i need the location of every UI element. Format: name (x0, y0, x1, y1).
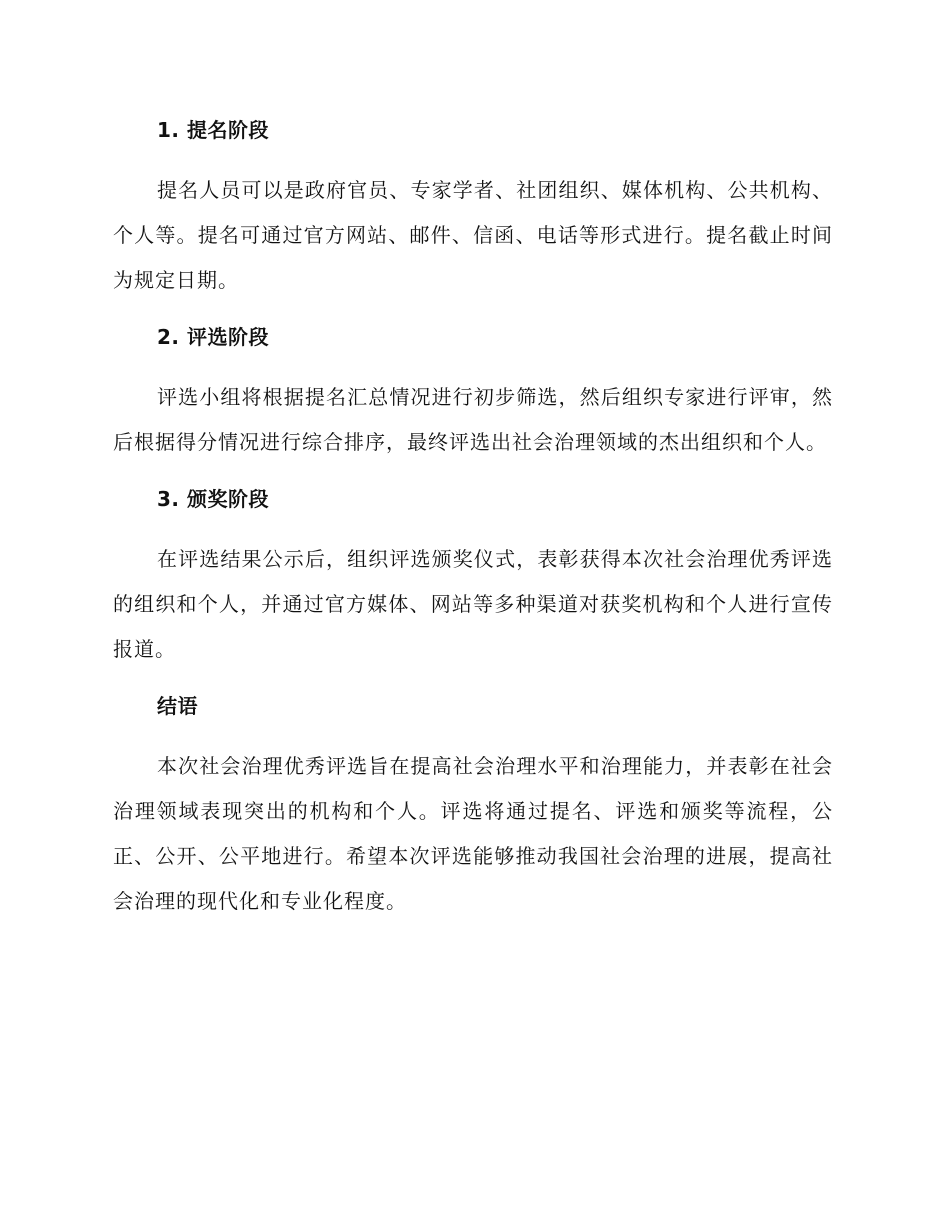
section-heading-selection: 2. 评选阶段 (157, 325, 269, 349)
section-body-selection: 评选小组将根据提名汇总情况进行初步筛选，然后组织专家进行评审，然后根据得分情况进行综合排序，最终评选出社会治理领域的杰出组织和个人。 (113, 385, 833, 454)
section-heading-award: 3. 颁奖阶段 (157, 487, 269, 511)
section-heading-nomination: 1. 提名阶段 (157, 118, 269, 142)
section-heading-conclusion: 结语 (157, 694, 198, 718)
section-body-award: 在评选结果公示后，组织评选颁奖仪式，表彰获得本次社会治理优秀评选的组织和个人，并通过官方媒体、网站等多种渠道对获奖机构和个人进行宣传报道。 (113, 547, 833, 661)
section-body-conclusion: 本次社会治理优秀评选旨在提高社会治理水平和治理能力，并表彰在社会治理领域表现突出的机构和个人。评选将通过提名、评选和颁奖等流程，公正、公开、公平地进行。希望本次评选能够推动我国社会治理的进展，提高社会治理的现代化和专业化程度。 (113, 754, 833, 913)
section-body-nomination: 提名人员可以是政府官员、专家学者、社团组织、媒体机构、公共机构、个人等。提名可通过官方网站、邮件、信函、电话等形式进行。提名截止时间为规定日期。 (113, 178, 833, 292)
document-body (113, 108, 833, 936)
